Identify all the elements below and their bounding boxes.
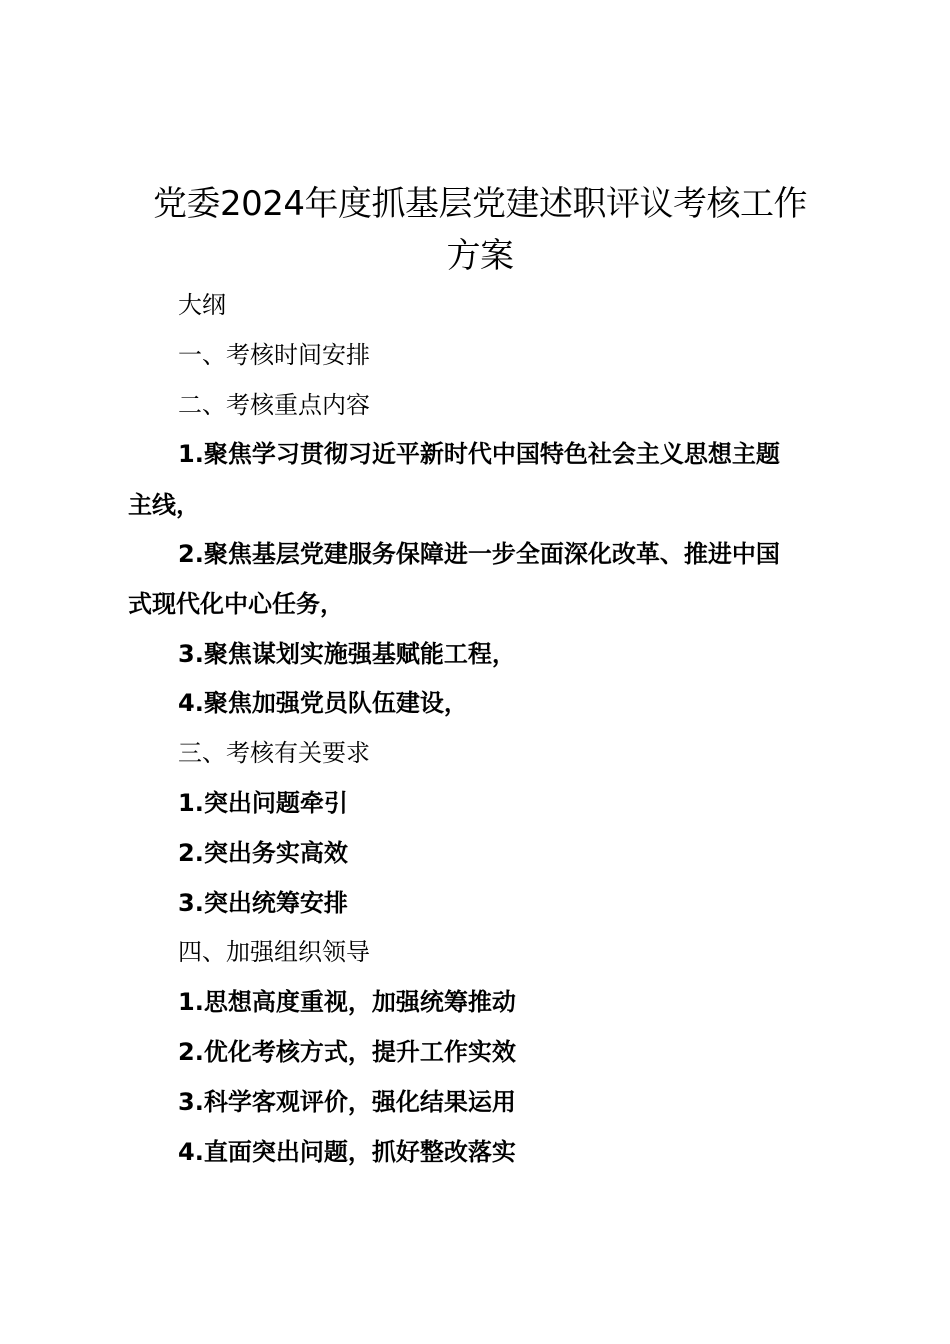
section-heading-2: 二、考核重点内容 bbox=[178, 391, 370, 419]
section2-item-3: 3.聚焦谋划实施强基赋能工程， bbox=[178, 640, 516, 668]
section2-item-1-line2: 主线， bbox=[128, 491, 200, 519]
section3-item-3: 3.突出统筹安排 bbox=[178, 889, 348, 917]
document-title bbox=[110, 178, 850, 282]
outline-label: 大纲 bbox=[178, 291, 226, 319]
section4-item-4: 4.直面突出问题，抓好整改落实 bbox=[178, 1138, 516, 1166]
section2-item-4: 4.聚焦加强党员队伍建设， bbox=[178, 689, 468, 717]
section2-item-1-line1: 1.聚焦学习贯彻习近平新时代中国特色社会主义思想主题 bbox=[178, 440, 780, 468]
section2-item-2-line2: 式现代化中心任务， bbox=[128, 590, 344, 618]
section4-item-1: 1.思想高度重视，加强统筹推动 bbox=[178, 988, 516, 1016]
title-line-1: 党委2024年度抓基层党建述职评议考核工作 bbox=[152, 184, 808, 224]
section-heading-1: 一、考核时间安排 bbox=[178, 341, 370, 369]
section-heading-4: 四、加强组织领导 bbox=[178, 938, 370, 966]
title-line-2: 方案 bbox=[446, 236, 514, 276]
section4-item-3: 3.科学客观评价，强化结果运用 bbox=[178, 1088, 516, 1116]
section3-item-2: 2.突出务实高效 bbox=[178, 839, 348, 867]
section2-item-2-line1: 2.聚焦基层党建服务保障进一步全面深化改革、推进中国 bbox=[178, 540, 780, 568]
section4-item-2: 2.优化考核方式，提升工作实效 bbox=[178, 1038, 516, 1066]
section3-item-1: 1.突出问题牵引 bbox=[178, 789, 348, 817]
section-heading-3: 三、考核有关要求 bbox=[178, 739, 370, 767]
